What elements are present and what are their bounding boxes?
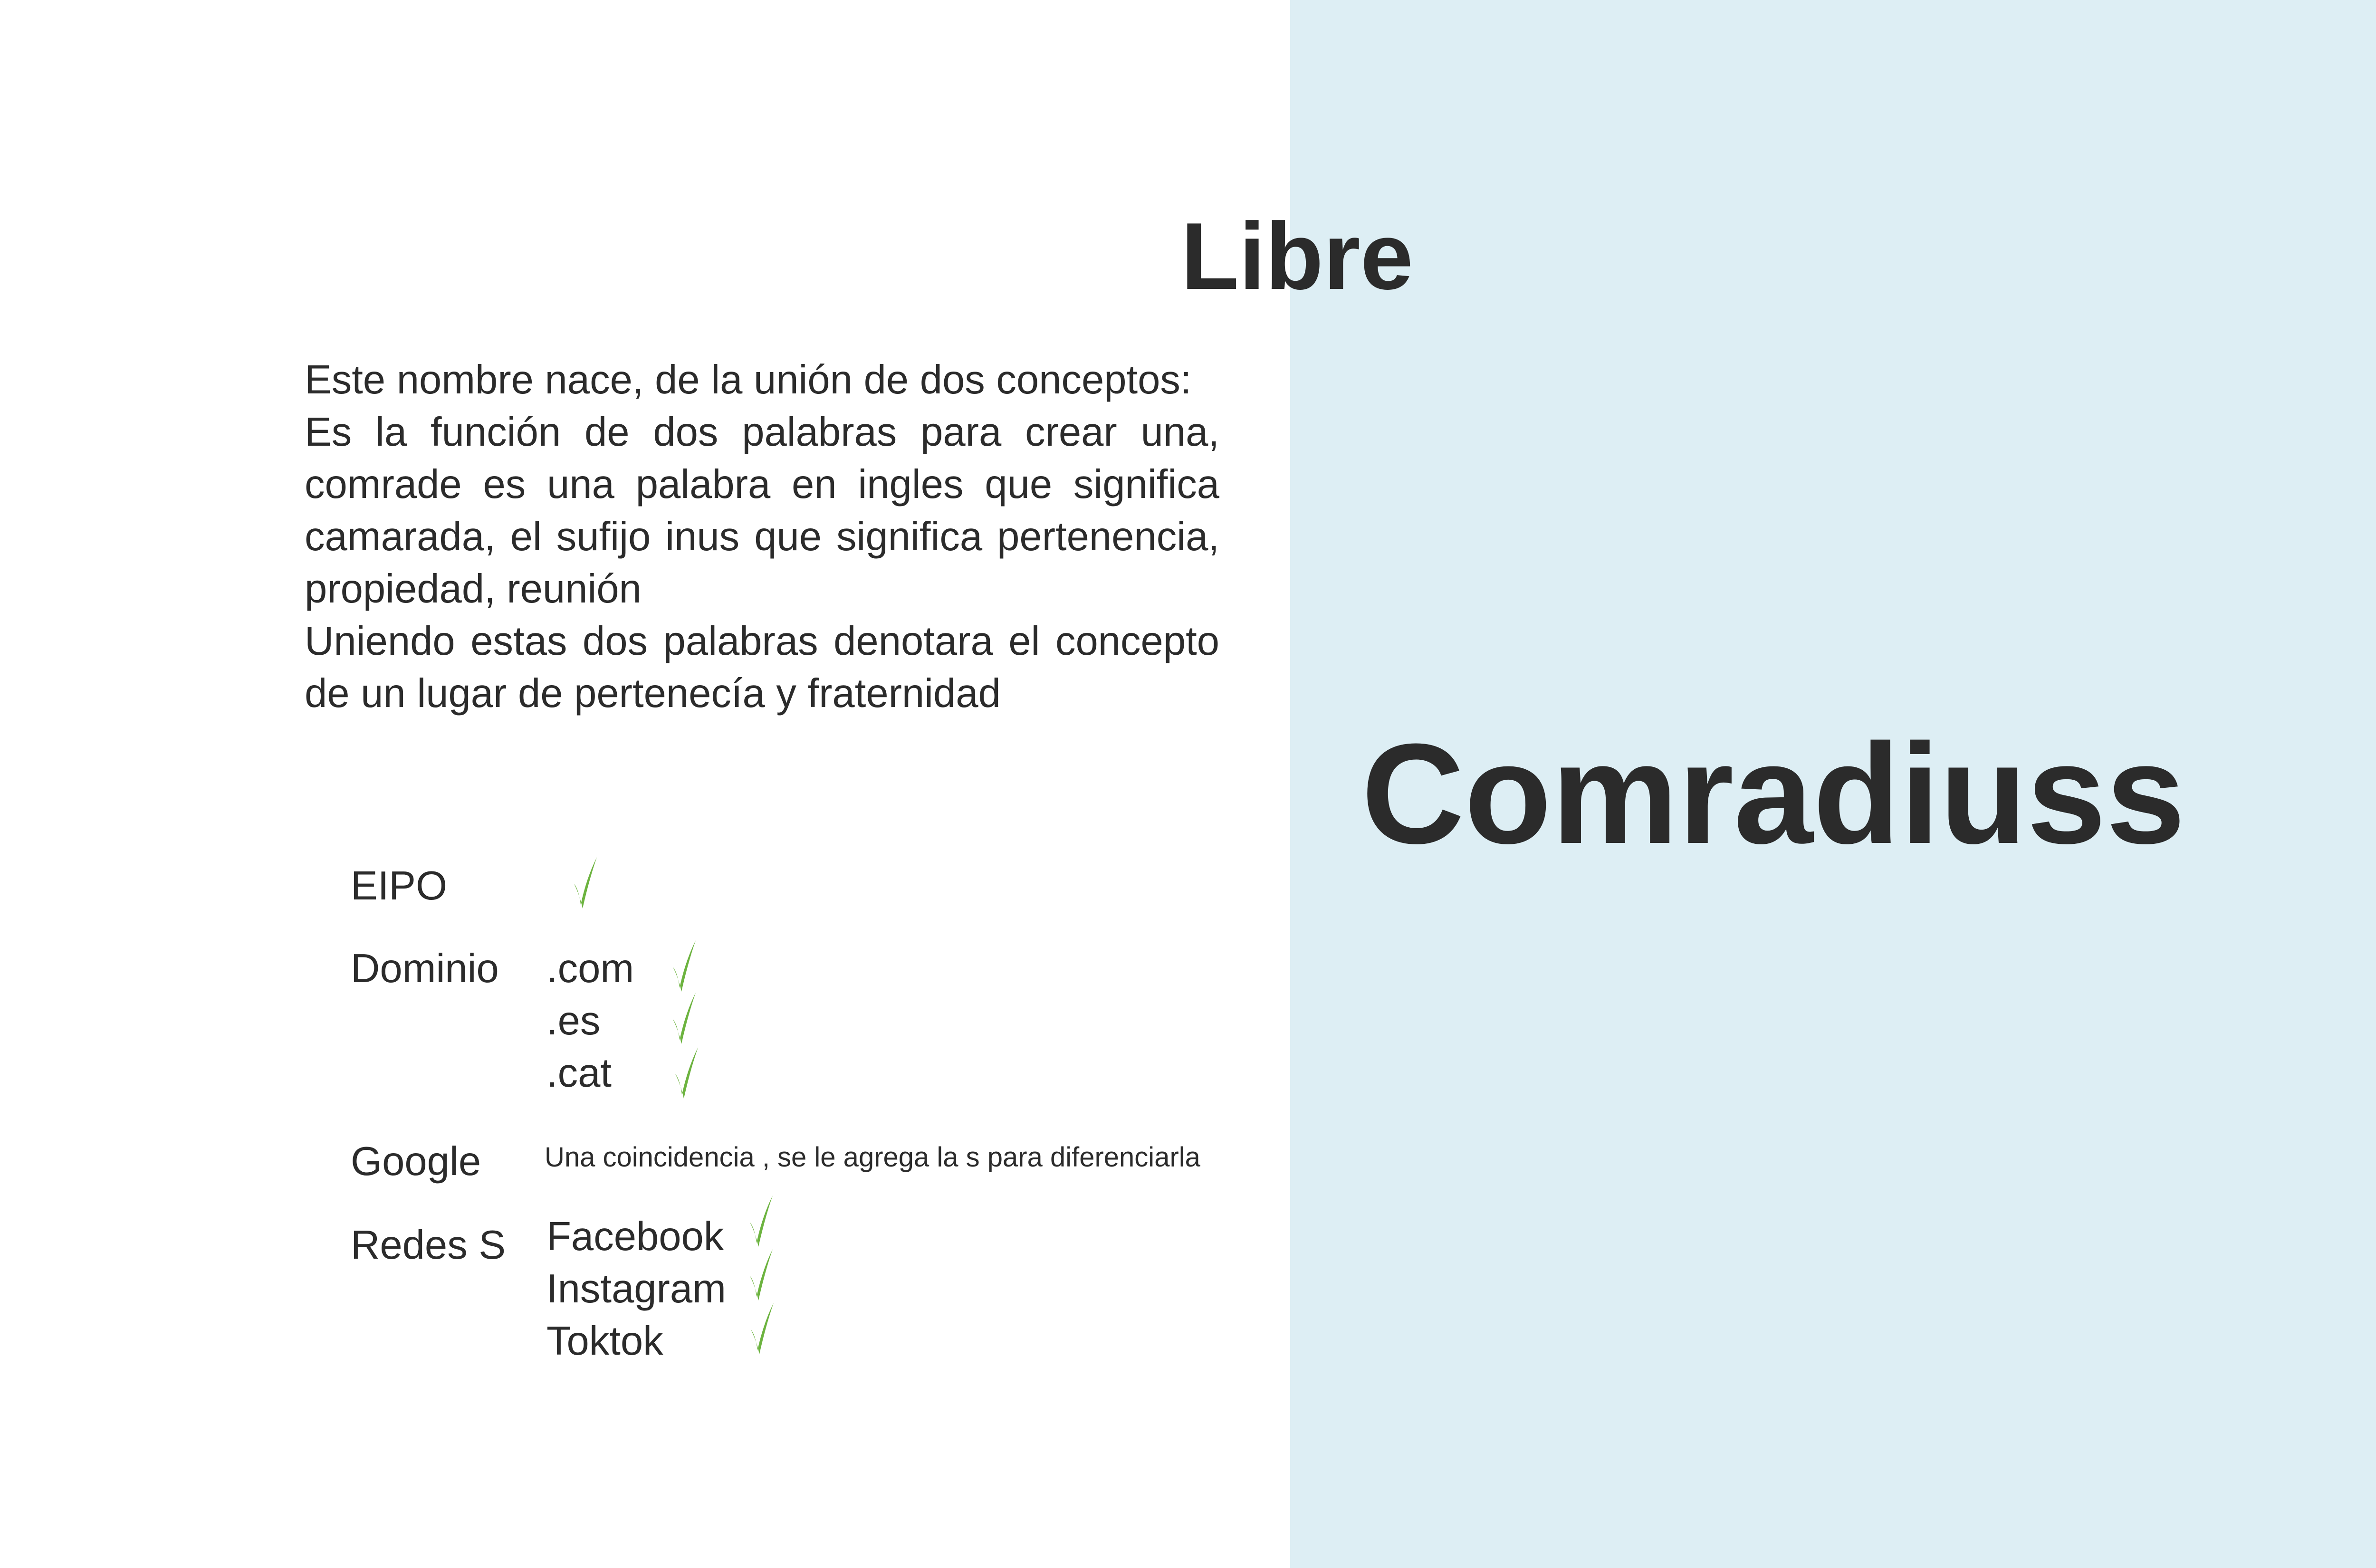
brand-name: Comradiuss xyxy=(1361,714,2185,873)
dominio-label: Dominio xyxy=(351,946,499,991)
check-icon xyxy=(671,1045,700,1102)
intro-line: camarada, el sufijo inus que significa pertenencia, xyxy=(305,514,1219,559)
eipo-label: EIPO xyxy=(351,863,448,908)
intro-line: de un lugar de pertenecía y fraternidad xyxy=(305,671,1001,716)
domain-item: .com xyxy=(546,946,634,991)
google-note: Una coincidencia , se le agrega la s para diferenciarla xyxy=(545,1142,1200,1173)
intro-line: Es la función de dos palabras para crear una, xyxy=(305,410,1219,455)
check-icon xyxy=(669,991,698,1048)
intro-line: comrade es una palabra en ingles que significa xyxy=(305,462,1219,507)
check-icon xyxy=(669,938,698,995)
google-label: Google xyxy=(351,1139,481,1184)
domain-item: .es xyxy=(546,998,601,1043)
social-item: Instagram xyxy=(546,1266,726,1311)
check-icon xyxy=(746,1247,775,1304)
social-item: Toktok xyxy=(546,1319,663,1364)
intro-line: Este nombre nace, de la unión de dos conceptos: xyxy=(305,357,1192,402)
intro-line: Uniendo estas dos palabras denotara el concepto xyxy=(305,619,1219,664)
social-item: Facebook xyxy=(546,1214,724,1259)
redes-label: Redes S xyxy=(351,1223,506,1268)
intro-paragraph xyxy=(305,354,1219,720)
page-title: Libre xyxy=(1181,203,1413,309)
intro-line: propiedad, reunión xyxy=(305,566,642,612)
check-icon xyxy=(747,1301,776,1358)
domain-item: .cat xyxy=(546,1051,612,1096)
check-icon xyxy=(570,855,599,912)
check-icon xyxy=(746,1194,775,1251)
